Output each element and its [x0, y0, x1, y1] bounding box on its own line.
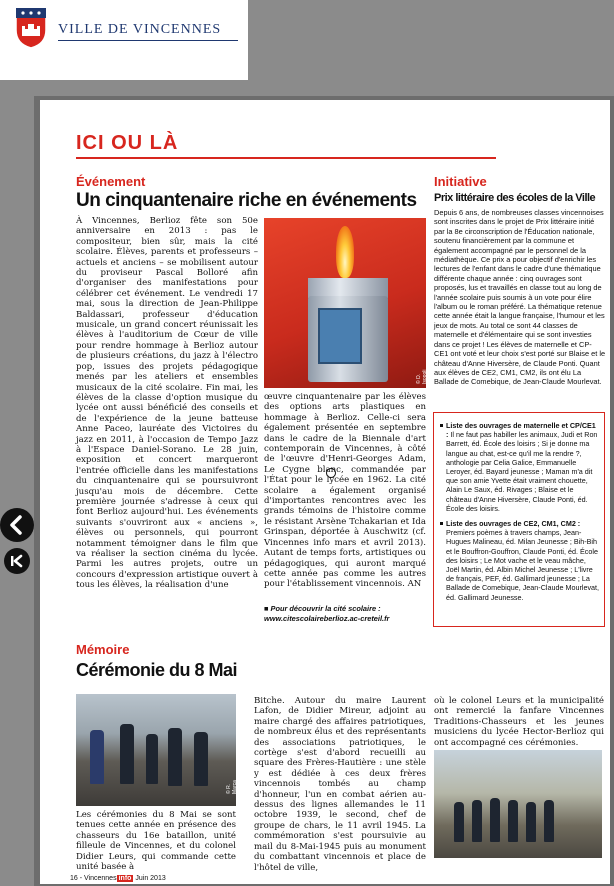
article3-title: Cérémonie du 8 Mai	[76, 660, 238, 680]
figure-shape	[544, 800, 554, 842]
first-page-button[interactable]	[4, 548, 30, 574]
photo-credit: © R. Marca	[226, 780, 238, 794]
article3-body-col3: où le colonel Leurs et la municipalité ont remercié la fanfare Vincennes Traditions-Chasseurs et les jeunes musiciens du lycée Hector-Berlioz qui ont accompagné ces cérémonies.	[434, 696, 604, 748]
magazine-badge: info	[118, 875, 132, 882]
chevron-left-icon	[0, 508, 34, 542]
figure-shape	[508, 800, 518, 842]
article3-kicker: Mémoire	[76, 642, 130, 657]
bullet-icon	[440, 522, 443, 525]
first-page-icon	[4, 548, 30, 574]
lighter-body-shape	[308, 296, 388, 382]
article1-link-label: ■ Pour découvrir la cité scolaire :	[264, 604, 381, 613]
issue-date: Juin 2013	[135, 875, 166, 882]
figure-shape	[146, 734, 158, 784]
figure-shape	[90, 730, 104, 784]
book-list-2-heading: Liste des ouvrages de CE2, CM1, CM2 :	[446, 519, 581, 529]
book-list-2-text: Premiers poèmes à travers champs, Jean-Hugues Malineau, éd. Milan Jeunesse ; Bih-Bih et le Bouffron-Gouffron, Claude Ponti, éd. École des loisirs ; Le Mot vache et le veau mâche, Joël Martin, éd. Albin Michel Jeunesse ; L'livre de français, PEF, éd. Gallimard jeunesse ; La Ballade de Comebique, Jean-Claude Mourlevat, éd. Gallimard Jeunesse.	[446, 528, 600, 602]
magazine-name: Vincennes	[84, 875, 117, 882]
site-header	[0, 0, 248, 80]
article1-kicker: Événement	[76, 174, 146, 189]
book-list-1-heading: Liste des ouvrages de maternelle et CP/CE1 :	[446, 421, 596, 440]
page-number: 16 -	[70, 875, 83, 882]
article2-title: Prix littéraire des écoles de la Ville	[434, 192, 596, 204]
article3-body-col2: Bitche. Autour du maire Laurent Lafon, de Didier Mireur, adjoint au maire chargé des affaires patriotiques, de nombreux élus et des représentants des associations patriotiques, le cortège s'est d'abord recueilli au square des Frères-Hautière : une stèle y est dédiée à ces deux frères vincennois tombés au champ d'honneur, l'un en combat aérien au-dessus des lignes allemandes le 11 octobre 1939, le second, chef de groupe de chars, le 11 avril 1945. La commémoration s'est poursuivie au mail du 8-Mai-1945 puis au monument du combattant vincennois et place de l'hôtel de ville,	[254, 696, 426, 873]
book-list-1	[440, 421, 600, 513]
bullet-icon	[440, 424, 443, 427]
article2-body: Depuis 6 ans, de nombreuses classes vincennoises sont inscrites dans le projet de Prix littéraire initié par la 8e circonscription de l'Éducation nationale, soutenu financièrement par la commune et également accompagné par le personnel de la médiathèque. Ce prix a pour objectif d'enrichir les lectures de l'enfant dans le cadre d'une thématique différente chaque année : cinq ouvrages sont proposés, lus et travaillés en classe tout au long de l'année scolaire puis soumis à un vote pour élire l'album ou le roman préféré. La thématique retenue cette année était la langue française, l'humour et les jeux de mots. Au total ce sont 44 classes de maternelle et d'élémentaire qui se sont investies dans ce projet ! Les élèves de maternelle et CP-CE1 ont voté et leur choix s'est porté sur Blaise et le château d'Anne Hiversère, de Claude Ponti. Quant aux élèves de CE2, CM1, CM2, ils ont élu La Ballade de Comebique, de Jean-Claude Mourlevat.	[434, 208, 606, 387]
figure-shape	[526, 802, 536, 842]
figure-shape	[194, 732, 208, 786]
article1-title: Un cinquantenaire riche en événements	[76, 190, 417, 211]
figure-shape	[168, 728, 182, 786]
page-footer	[70, 875, 166, 882]
article2-kicker: Initiative	[434, 174, 487, 189]
previous-page-button[interactable]	[0, 508, 34, 542]
figure-shape	[454, 802, 464, 842]
section-title: ICI OU LÀ	[76, 132, 179, 154]
figure-shape	[490, 798, 500, 842]
city-crest-icon	[14, 6, 48, 50]
flame-shape	[336, 226, 354, 278]
section-rule	[76, 157, 496, 159]
lighter-cap-shape	[308, 278, 388, 298]
portrait-shape	[318, 308, 362, 364]
article1-link-url[interactable]: www.citescolaireberlioz.ac-creteil.fr	[264, 614, 390, 623]
magazine-page	[40, 100, 610, 884]
ceremony-photo-2	[434, 750, 602, 858]
figure-shape	[120, 724, 134, 784]
brand-name[interactable]: VILLE DE VINCENNES	[58, 22, 222, 37]
brand-underline	[58, 40, 238, 41]
book-list-1-text: Il ne faut pas habiller les animaux, Judi et Ron Barrett, éd. École des loisirs ; Si je donne ma langue au chat, est-ce qu'il me la rendre ?, anthologie par Celia Galice, Emmanuelle Leroyer, éd. Bayard jeunesse ; Maman m'a dit que son amie Yvette était vraiment chouette, Alain Le Saux, éd. Rivages ; Blaise et le château d'Anne Hiversère, Claude Ponti, éd. École des loisirs.	[446, 430, 598, 513]
book-list-2	[440, 519, 600, 602]
lighter-photo	[264, 218, 426, 388]
article3-body-col1: Les cérémonies du 8 Mai se sont tenues cette année en présence des chasseurs du 16e bataillon, unité filleule de Vincennes, et du colonel Didier Leurs, qui commande cette unité basée à	[76, 810, 236, 873]
figure-shape	[472, 800, 482, 842]
article1-body-col2: œuvre cinquantenaire par les élèves des options arts plastiques en hommage à Berlioz. Celle-ci sera également présentée en septembre dans le cadre de la Biennale d'art contemporain de Vincennes, à côté de l'œuvre d'Henri-Georges Adam, Le Cygne blanc, commandée par l'État pour le lycée en 1962. La cité scolaire a également organisé d'importantes rencontres avec les grands témoins de l'histoire comme le résistant Arsène Tchakarian et Ida Grinspan, déportée à Auschwitz (cf. Vincennes info mars et avril 2013). Autant de temps forts, artistiques ou pédagogiques, qui auront marqué cette année pas comme les autres pour l'établissement vincennois. AN	[264, 392, 426, 590]
photo-credit: © D. Isopoli	[416, 369, 428, 384]
article1-body-col1: À Vincennes, Berlioz fête son 50e anniversaire en 2013 : pas le compositeur, bien sûr, mais la cité scolaire. Élèves, parents et professeurs – actuels et anciens – se mobilisent autour du proviseur Pascal Bolloré afin d'organiser des manifestations pour célébrer cet événement. Le vendredi 17 mai, sous la direction de Jean-Philippe Baldassari, professeur d'éducation musicale, un grand concert réunissait les élèves à l'auditorium de Cœur de ville pour rendre hommage à Berlioz autour de plusieurs créations, du jazz à l'électro pop, issues des projets pédagogique menés par les ateliers et ensembles musicaux de la cité scolaire. Fin mai, les élèves de la classe d'option musique du lycée ont aussi bénéficié des conseils et de l'expérience de la jeune batteuse Anne Paceo, lauréate des Victoires du jazz en 2011, à l'occasion de Tempo Jazz à l'Espace Daniel-Sorano. Le 28 juin, exposition et concert marqueront l'entrée officielle dans les manifestations du cinquantenaire qui se poursuivront jusqu'au mois de décembre. Cette première journée s'adresse à ceux qui font Berlioz aujourd'hui. Les événements suivants s'ouvriront aux « anciens », élèves ou personnels, qui pourront notamment témoigner dans le film que va réaliser la section cinéma du lycée. Parmi les autres projets, outre un concours d'expression artistique ouvert à tous les élèves, la réalisation d'une	[76, 216, 258, 591]
book-list-box	[433, 412, 605, 627]
ceremony-photo-1	[76, 694, 236, 806]
